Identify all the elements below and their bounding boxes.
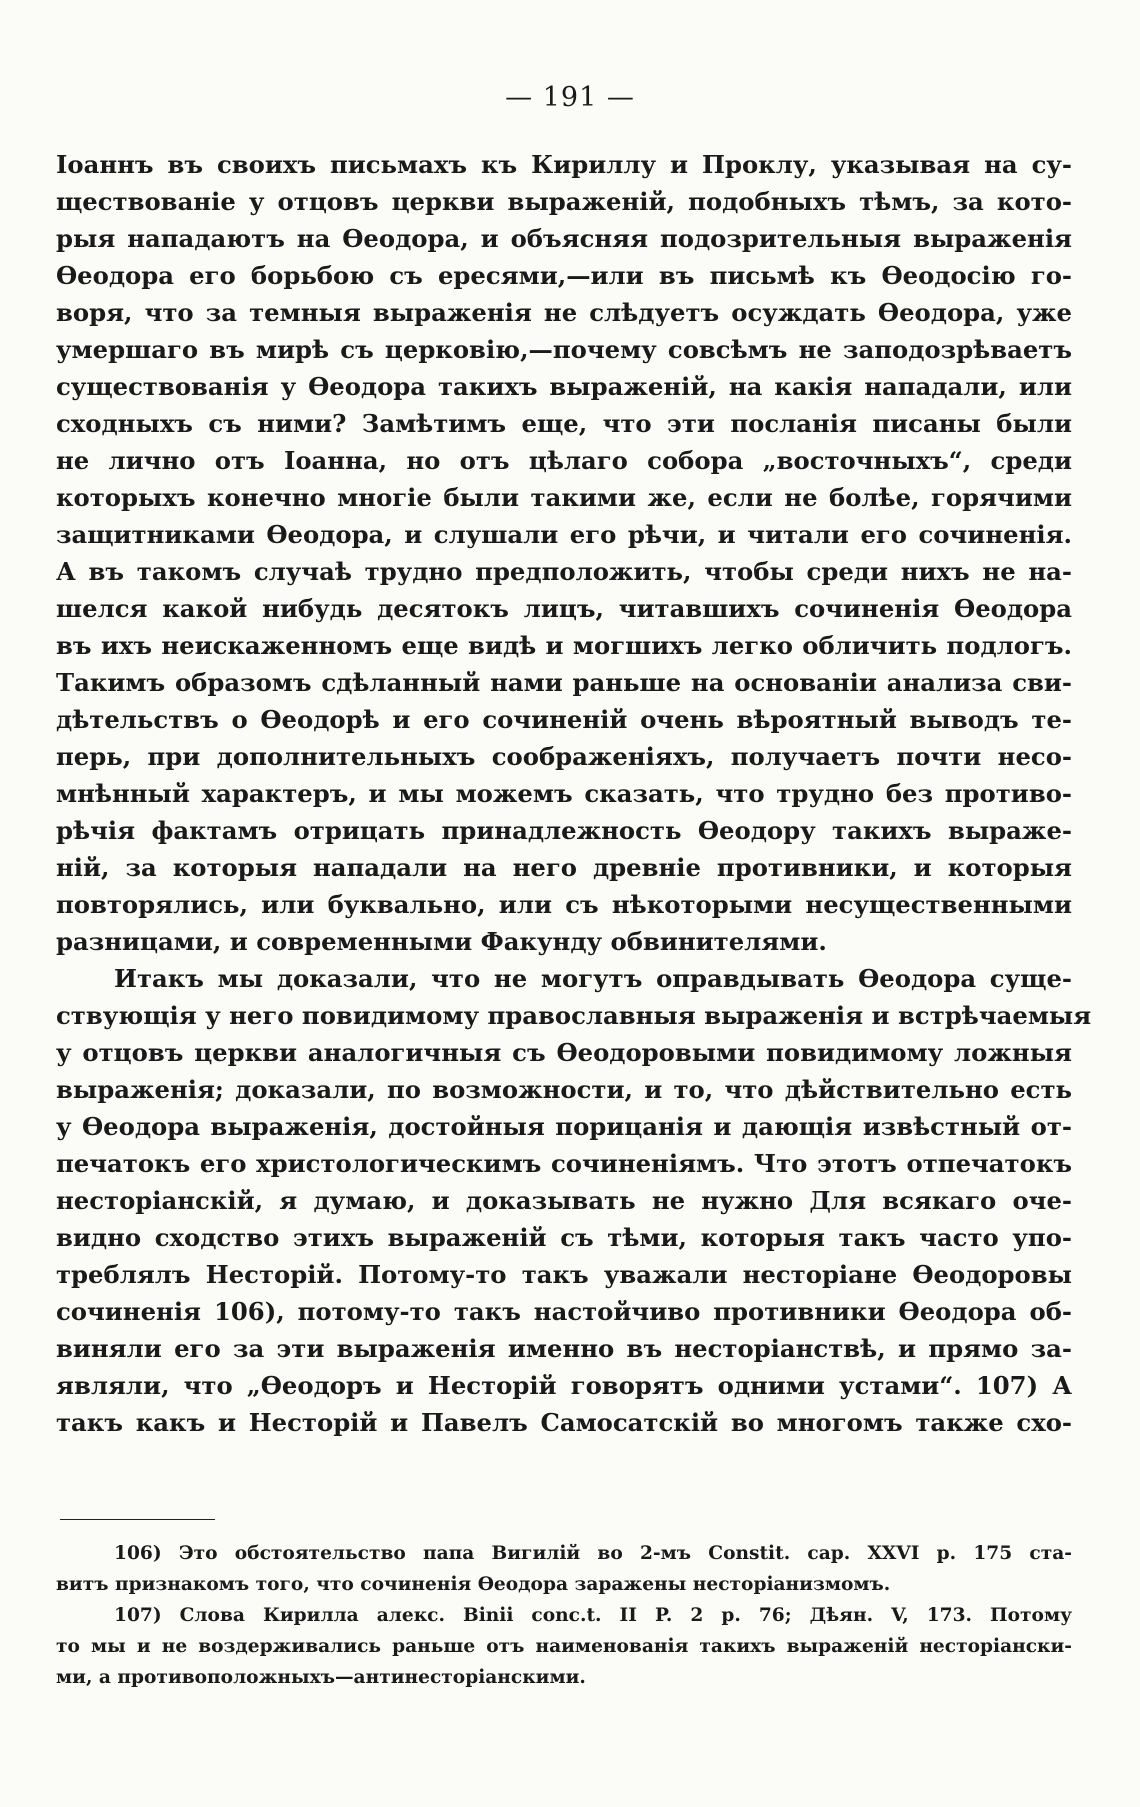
text-line: сочиненія 106), потому-то такъ настойчиво противники Өеодора об-	[56, 1297, 1072, 1326]
text-line: рыя нападаютъ на Өеодора, и объясняя подозрительныя выраженія	[56, 224, 1072, 253]
footnote-divider	[60, 1519, 215, 1520]
body-text	[56, 146, 1092, 1441]
text-line: выраженія; доказали, по возможности, и то, что дѣйствительно есть	[56, 1075, 1072, 1104]
text-line: которыхъ конечно многіе были такими же, если не болѣе, горячими	[56, 483, 1072, 512]
text-line: А въ такомъ случаѣ трудно предположить, чтобы среди нихъ не на-	[56, 557, 1072, 586]
text-line: мнѣнный характеръ, и мы можемъ сказать, что трудно без противо-	[56, 779, 1072, 808]
footnote-line: витъ признакомъ того, что сочиненія Өеодора заражены несторіанизмомъ.	[56, 1574, 891, 1595]
text-line: треблялъ Несторій. Потому-то такъ уважали несторіане Өеодоровы	[56, 1260, 1072, 1289]
footnotes	[56, 1538, 1072, 1693]
text-line: ній, за которыя нападали на него древніе противники, и которыя	[56, 853, 1072, 882]
text-line: виняли его за эти выраженія именно въ несторіанствѣ, и прямо за-	[56, 1334, 1072, 1363]
text-line: Такимъ образомъ сдѣланный нами раньше на основаніи анализа сви-	[56, 668, 1072, 697]
text-line: Өеодора его борьбою съ ересями,—или въ письмѣ къ Өеодосію го-	[56, 261, 1072, 290]
text-line: существованія у Өеодора такихъ выраженій, на какія нападали, или	[56, 372, 1072, 401]
text-line: такъ какъ и Несторій и Павелъ Самосатскій во многомъ также схо-	[56, 1408, 1072, 1437]
text-line: дѣтельствъ о Өеодорѣ и его сочиненій очень вѣроятный выводъ те-	[56, 705, 1072, 734]
text-line: въ ихъ неискаженномъ еще видѣ и могшихъ легко обличить подлогъ.	[56, 631, 1072, 660]
text-line: ществованіе у отцовъ церкви выраженій, подобныхъ тѣмъ, за кото-	[56, 187, 1072, 216]
text-line: ствующія у него повидимому православныя выраженія и встрѣчаемыя	[56, 1001, 1092, 1030]
page-number: — 191 —	[505, 82, 635, 113]
text-line: воря, что за темныя выраженія не слѣдуетъ осуждать Өеодора, уже	[56, 298, 1072, 327]
text-line: несторіанскій, я думаю, и доказывать не нужно Для всякаго оче-	[56, 1186, 1072, 1215]
text-line: защитниками Өеодора, и слушали его рѣчи, и читали его сочиненія.	[56, 520, 1072, 549]
text-line: умершаго въ мирѣ съ церковію,—почему совсѣмъ не заподозрѣваетъ	[56, 335, 1072, 364]
text-line: перь, при дополнительныхъ соображеніяхъ, получаетъ почти несо-	[56, 742, 1072, 771]
text-line: у Өеодора выраженія, достойныя порицанія и дающія извѣстный от-	[56, 1112, 1072, 1141]
text-line: видно сходство этихъ выраженій съ тѣми, которыя такъ часто упо-	[56, 1223, 1072, 1252]
text-line: разницами, и современными Факунду обвинителями.	[56, 927, 827, 956]
text-line: печатокъ его христологическимъ сочиненіямъ. Что этотъ отпечатокъ	[56, 1149, 1072, 1178]
text-line: повторялись, или буквально, или съ нѣкоторыми несущественными	[56, 890, 1072, 919]
text-line: являли, что „Өеодоръ и Несторій говорятъ одними устами“. 107) А	[56, 1371, 1072, 1400]
text-line: у отцовъ церкви аналогичныя съ Өеодоровыми повидимому ложныя	[56, 1038, 1072, 1067]
footnote-line: ми, а противоположныхъ—антинесторіанскими.	[56, 1667, 586, 1688]
text-line: Итакъ мы доказали, что не могутъ оправдывать Өеодора суще-	[114, 964, 1072, 993]
text-line: сходныхъ съ ними? Замѣтимъ еще, что эти посланія писаны были	[56, 409, 1072, 438]
text-line: Іоаннъ въ своихъ письмахъ къ Кириллу и Проклу, указывая на су-	[56, 150, 1072, 179]
footnote-line: 106) Это обстоятельство папа Вигилій во 2-мъ Constit. cap. XXVI p. 175 ста-	[114, 1543, 1072, 1564]
footnote-line: то мы и не воздерживались раньше отъ наименованія такихъ выраженій несторіански-	[56, 1636, 1072, 1657]
footnote-line: 107) Слова Кирилла алекс. Binii conc.t. II P. 2 p. 76; Дѣян. V, 173. Потому	[114, 1605, 1072, 1626]
text-line: шелся какой нибудь десятокъ лицъ, читавшихъ сочиненія Өеодора	[56, 594, 1072, 623]
text-line: рѣчія фактамъ отрицать принадлежность Өеодору такихъ выраже-	[56, 816, 1072, 845]
text-line: не лично отъ Іоанна, но отъ цѣлаго собора „восточныхъ“, среди	[56, 446, 1072, 475]
